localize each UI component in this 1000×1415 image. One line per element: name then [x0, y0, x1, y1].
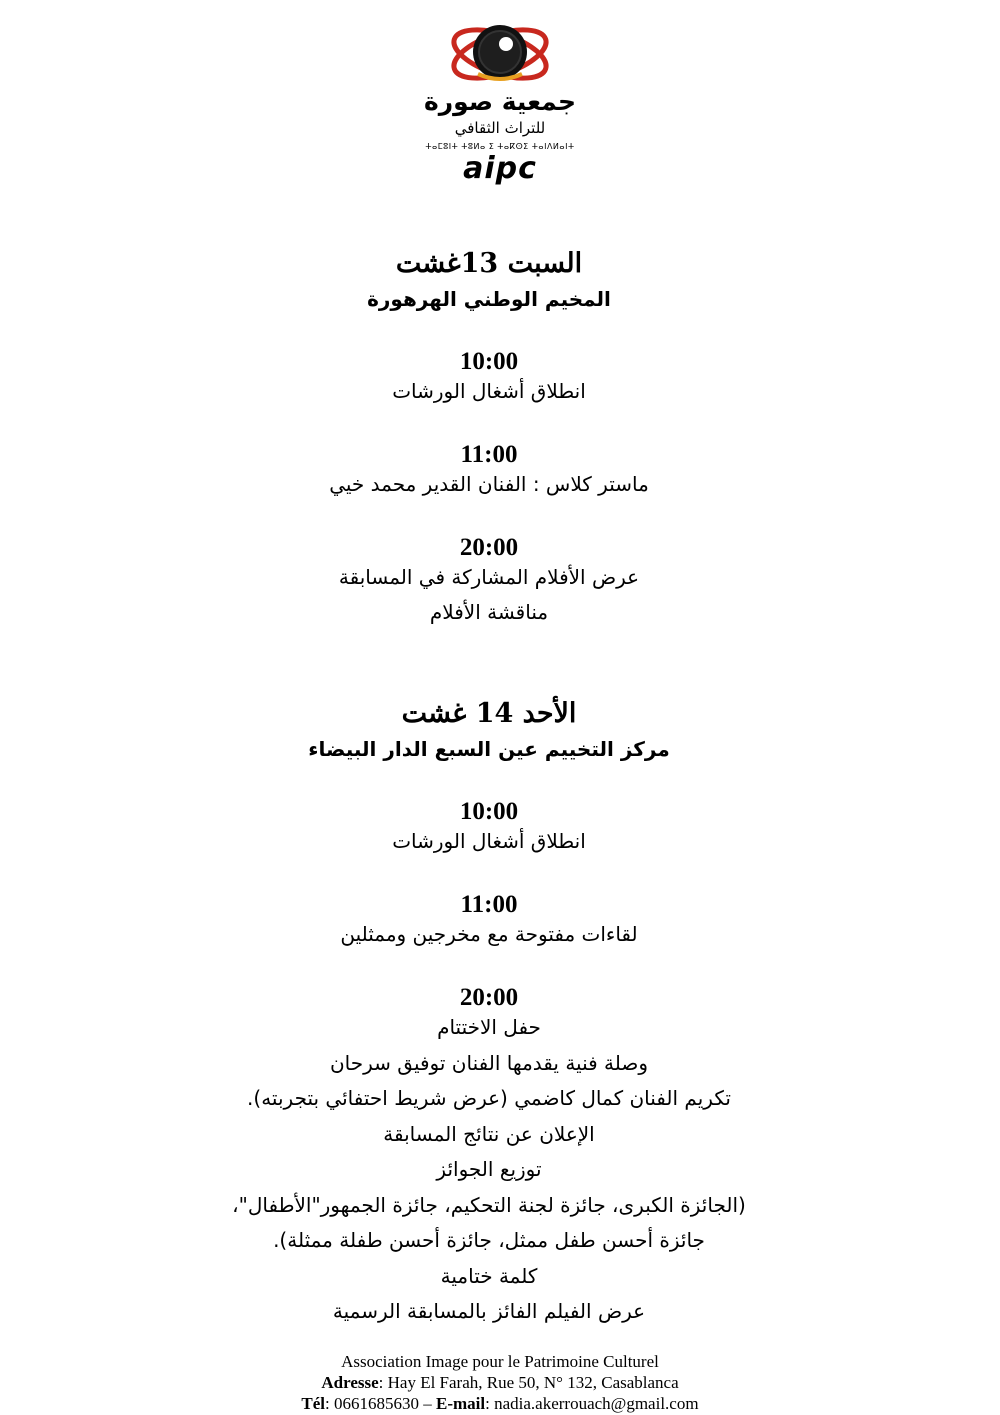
session-item: انطلاق أشغال الورشات	[392, 829, 586, 853]
session-time: 20:00	[459, 534, 519, 561]
session-item: انطلاق أشغال الورشات	[392, 379, 586, 403]
session-item: جائزة أحسن طفل ممثل، جائزة أحسن طفلة ممثلة).	[273, 1228, 705, 1252]
logo-name-arabic: جمعية صورة	[424, 87, 576, 116]
session-time: 11:00	[460, 441, 518, 468]
session-item: مناقشة الأفلام	[429, 600, 549, 624]
email-label: E-mail	[436, 1394, 486, 1413]
footer-contact	[0, 1351, 1000, 1414]
session-item: عرض الفيلم الفائز بالمسابقة الرسمية	[332, 1299, 646, 1323]
day-venue: المخيم الوطني الهرهورة	[367, 287, 611, 311]
day-title: السبت 13غشت	[395, 248, 583, 279]
footer-address-line	[0, 1372, 1000, 1393]
association-logo	[420, 18, 580, 188]
address-label: Adresse	[321, 1373, 379, 1392]
session-item: (الجائزة الكبرى، جائزة لجنة التحكيم، جائزة الجمهور"الأطفال"،	[232, 1193, 746, 1217]
session-item: ماستر كلاس : الفنان القدير محمد خيي	[329, 472, 649, 496]
session-item: تكريم الفنان كمال كاضمي (عرض شريط احتفائي بتجربته).	[247, 1086, 731, 1110]
footer-contact-line	[0, 1393, 1000, 1414]
footer-organization: Association Image pour le Patrimoine Culturel	[341, 1352, 659, 1371]
logo-acronym: aipc	[463, 151, 537, 186]
session-item: كلمة ختامية	[440, 1264, 538, 1288]
address-value: : Hay El Farah, Rue 50, N° 132, Casablanca	[378, 1373, 679, 1392]
day-title: الأحد 14 غشت	[401, 698, 577, 729]
session-time: 20:00	[459, 984, 519, 1011]
tel-value: : 0661685630 –	[325, 1394, 437, 1413]
camera-lens-emblem-icon	[420, 18, 580, 90]
session-item: توزيع الجوائز	[436, 1157, 542, 1181]
session-item: عرض الأفلام المشاركة في المسابقة	[338, 565, 640, 589]
session-time: 11:00	[460, 891, 518, 918]
day-venue: مركز التخييم عين السبع الدار البيضاء	[308, 737, 670, 761]
session-item: الإعلان عن نتائج المسابقة	[383, 1122, 595, 1146]
tel-label: Tél	[301, 1394, 326, 1413]
session-item: حفل الاختتام	[437, 1015, 541, 1039]
logo-subtitle-arabic: للتراث الثقافي	[454, 119, 546, 137]
session-time: 10:00	[459, 348, 519, 375]
session-item: لقاءات مفتوحة مع مخرجين وممثلين	[340, 922, 638, 946]
session-item: وصلة فنية يقدمها الفنان توفيق سرحان	[329, 1051, 649, 1075]
email-value[interactable]: : nadia.akerrouach@gmail.com	[485, 1394, 699, 1413]
logo-tifinagh-text: ⵜⴰⵎⵓⵏⵜ ⵜⵓⵍⴰ ⵉ ⵜⴰⴽⵙⵉ ⵜⴰⵏⴷⵍⴰⵏⵜ	[425, 142, 575, 151]
session-time: 10:00	[459, 798, 519, 825]
